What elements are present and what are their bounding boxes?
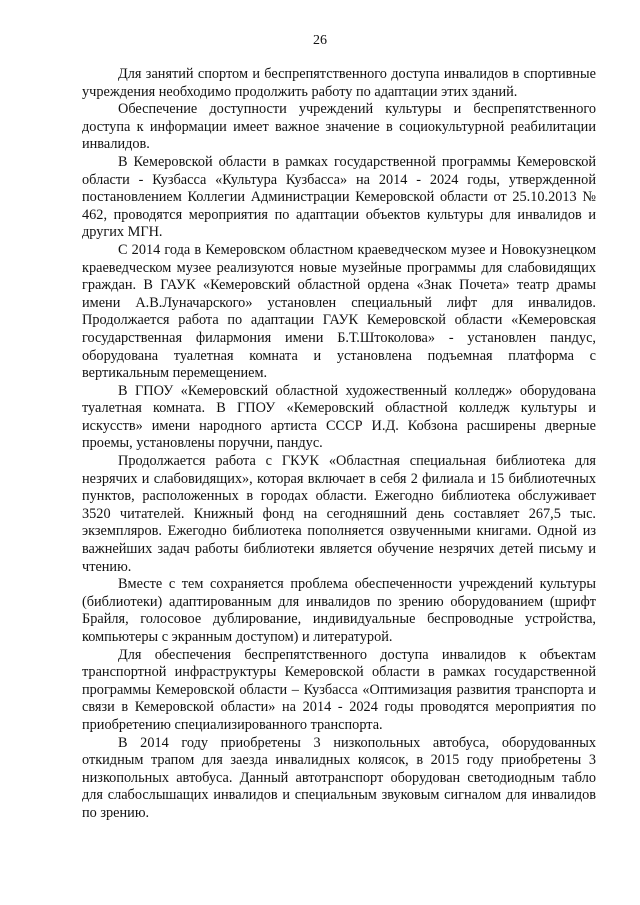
paragraph-buses: В 2014 году приобретены 3 низкопольных автобуса, оборудованных откидным трапом для заезда инвалидных колясок, в 2015 году приобретены 3 низкопольных автобуса. Данный автотранспорт оборудован светодиодным табло для слабослышащих инвалидов и специальным звуковым сигналом для инвалидов по зрению. bbox=[82, 734, 596, 821]
paragraph-transport-program: Для обеспечения беспрепятственного доступа инвалидов к объектам транспортной инфраструктуры Кемеровской области в рамках государственной программы Кемеровской области – Кузбасса «Оптимизация развития транспорта и связи в Кемеровской области» на 2014 - 2024 годы проводятся мероприятия по приобретению специализированного транспорта. bbox=[82, 646, 596, 733]
paragraph-museums-theatres: С 2014 года в Кемеровском областном краеведческом музее и Новокузнецком краеведческом музее реализуются новые музейные программы для слабовидящих граждан. В ГАУК «Кемеровский областной ордена «Знак Почета» театр драмы имени А.В.Луначарского» установлен специальный лифт для инвалидов. Продолжается работа по адаптации ГАУК Кемеровской области «Кемеровская государственная филармония имени Б.Т.Штоколова» - установлен пандус, оборудована туалетная комната и установлена подъемная платформа с вертикальным перемещением. bbox=[82, 241, 596, 382]
paragraph-culture-access: Обеспечение доступности учреждений культуры и беспрепятственного доступа к информации имеет важное значение в социокультурной реабилитации инвалидов. bbox=[82, 101, 596, 153]
paragraph-library-problem: Вместе с тем сохраняется проблема обеспеченности учреждений культуры (библиотеки) адаптированным для инвалидов по зрению оборудованием (шрифт Брайля, голосовое дублирование, индивидуальные беспроводные устройства, компьютеры с экранным доступом) и литературой. bbox=[82, 576, 596, 645]
document-body bbox=[82, 66, 596, 823]
paragraph-sports-access: Для занятий спортом и беспрепятственного доступа инвалидов в спортивные учреждения необходимо продолжить работу по адаптации этих зданий. bbox=[82, 66, 596, 100]
paragraph-library: Продолжается работа с ГКУК «Областная специальная библиотека для незрячих и слабовидящих», которая включает в себя 2 филиала и 15 библиотечных пунктов, расположенных в городах области. Ежегодно библиотека обслуживает 3520 читателей. Книжный фонд на сегодняшний день составляет 267,5 тыс. экземпляров. Ежегодно библиотека пополняется озвученными книгами. Одной из важнейших задач работы библиотеки является обучение незрячих детей письму и чтению. bbox=[82, 453, 596, 575]
page-number: 26 bbox=[313, 33, 327, 48]
paragraph-colleges: В ГПОУ «Кемеровский областной художественный колледж» оборудована туалетная комната. В ГПОУ «Кемеровский областной колледж культуры и искусств» имени народного артиста СССР И.Д. Кобзона расширены дверные проемы, установлены поручни, пандус. bbox=[82, 382, 596, 452]
paragraph-culture-program: В Кемеровской области в рамках государственной программы Кемеровской области - Кузбасса «Культура Кузбасса» на 2014 - 2024 годы, утвержденной постановлением Коллегии Администрации Кемеровской области от 25.10.2013 № 462, проводятся мероприятия по адаптации объектов культуры для инвалидов и других МГН. bbox=[82, 153, 596, 241]
